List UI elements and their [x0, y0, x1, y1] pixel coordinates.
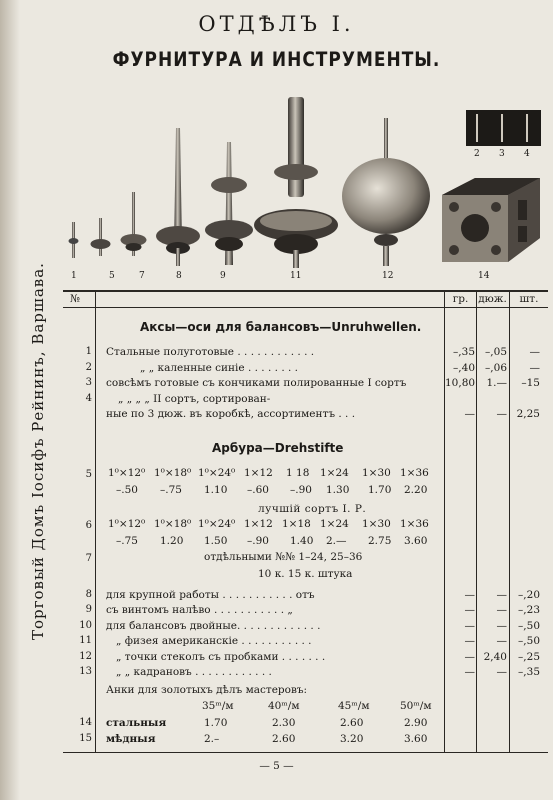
section-heading-arbura: Арбура—Drehstifte — [212, 441, 344, 455]
row-number: 6 — [85, 520, 92, 531]
figure-label: 4 — [524, 149, 530, 159]
arbor-9-illustration — [205, 142, 253, 265]
anki-size: 40ᵐ/м — [268, 700, 300, 712]
figure-label: 5 — [109, 271, 115, 281]
figure-label: 11 — [290, 271, 302, 281]
figure-label: 8 — [176, 271, 182, 281]
publisher-side-text: Торговый Домъ Іосифъ Рейнинъ, Варшава. — [29, 262, 47, 640]
column-divider — [509, 290, 510, 752]
anki-size: 45ᵐ/м — [338, 700, 370, 712]
column-divider — [95, 290, 96, 752]
best-grade-label: лучшій сортъ I. Р. — [258, 503, 367, 515]
arbor-8-illustration — [156, 128, 200, 266]
row-number: 7 — [85, 553, 92, 564]
arbor-12-illustration — [342, 118, 430, 266]
section-title: ОТДѢЛЪ I. — [198, 12, 355, 36]
figure-label: 9 — [220, 271, 226, 281]
column-divider — [476, 290, 477, 752]
header-gross: гр. — [452, 293, 469, 305]
arbor-1-illustration — [69, 222, 79, 258]
page-number: — 5 — — [259, 760, 294, 772]
row7-text: отдѣльными №№ 1–24, 25–36 — [204, 551, 363, 563]
row7-subtext: 10 к. 15 к. штука — [258, 568, 353, 580]
header-piece: шт. — [519, 293, 539, 305]
figure-label: 3 — [499, 149, 505, 159]
anvil-block-14-illustration — [442, 178, 540, 262]
catalog-page: ОТДѢЛЪ I. ФУРНИТУРА И ИНСТРУМЕНТЫ. Торговый Домъ Іосифъ Рейнинъ, Варшава. 1 5 7 8 9 11 12 14 2 3 4 № гр. дюж. шт. Аксы—оси для балансовъ—Unruhwellen. 1 Стальные полуготовые . . . . . . . . . . . . –,35 –,05 — 2 „ „ каленные синіе . . . . . . . . –,40 –,06 — 3 совсѣмъ готовые съ кончиками полированные I сортъ 10,80 1.— –15 4 „ „ „ „ II сортъ, сортирован- ные по 3 дюж. въ коробкѣ, ассортиментъ . . . — — 2,25 Арбура—Drehstifte 5 1⁰×12⁰ 1⁰×18⁰ 1⁰×24⁰ 1×12 1 18 1×24 1×30 1×36 –.50 –.75 1.10 –.60 –.90 1.30 1.70 2.20 лучшій сортъ I. Р. 6 1⁰×12⁰ 1⁰×18⁰ 1⁰×24⁰ 1×12 1×18 1×24 1×30 1×36 –.75 1.20 1.50 –.90 1.40 2.— 2.75 3.60 7 отдѣльными №№ 1–24, 25–36 10 к. 15 к. штука 8 для крупной работы . . . . . . . . . . . отъ — — –,20 9 съ винтомъ налѣво . . . . . . . . . . . „ — — –,23 10 для балансовъ двойные. . . . . . . . . . . . . — — –,50 11 „ физея американскіе . . . . . . . . . . . — — –,50 12 „ точки стеколъ съ пробками . . . . . . . — 2,40 –,25 13 „ „ кадрановъ . . . . . . . . . . . . — — –,35 Анки для золотыхъ дѣлъ мастеровъ: 35ᵐ/м 40ᵐ/м 45ᵐ/м 50ᵐ/м 14 стальныя 1.70 2.30 2.60 2.90 15 мѣдныя 2.– 2.60 3.20 3.60 — 5 — — [0, 0, 553, 800]
staking-punches-2-3-4-illustration — [466, 110, 541, 146]
figure-label: 1 — [71, 271, 77, 281]
anki-size: 35ᵐ/м — [202, 700, 234, 712]
table-bottom-rule — [63, 752, 548, 753]
anki-size: 50ᵐ/м — [400, 700, 432, 712]
figure-label: 2 — [474, 149, 480, 159]
figure-label: 12 — [382, 271, 394, 281]
figure-label: 7 — [139, 271, 145, 281]
header-number: № — [70, 293, 80, 305]
column-divider — [444, 290, 445, 752]
arbor-5-illustration — [91, 218, 111, 256]
arbor-7-illustration — [121, 192, 147, 256]
section-heading-aksy: Аксы—оси для балансовъ—Unruhwellen. — [140, 320, 422, 334]
header-dozen: дюж. — [478, 293, 507, 305]
section-subtitle: ФУРНИТУРА И ИНСТРУМЕНТЫ. — [112, 48, 441, 72]
arbor-11-illustration — [254, 97, 338, 268]
anki-heading: Анки для золотыхъ дѣлъ мастеровъ: — [106, 684, 308, 696]
figure-label: 14 — [478, 271, 490, 281]
row-number: 5 — [85, 469, 92, 480]
